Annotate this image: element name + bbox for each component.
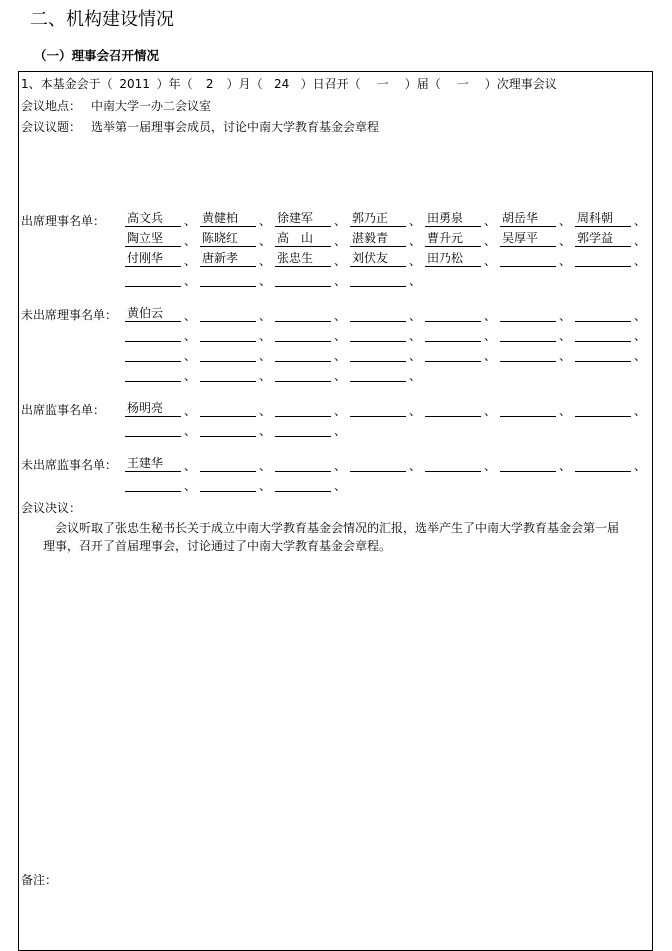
name-field [200, 456, 256, 472]
name-separator: 、 [409, 329, 422, 343]
meeting-number-suffix: ）次理事会议 [484, 77, 557, 91]
name-field [350, 346, 406, 362]
name-row [125, 346, 665, 366]
name-separator: 、 [184, 369, 197, 383]
name-separator: 、 [259, 214, 272, 228]
meeting-year: 2011 [119, 77, 150, 91]
name-field: 黄健柏 [200, 211, 256, 227]
name-separator: 、 [409, 404, 422, 418]
absent-directors-label: 未出席理事名单： [21, 308, 118, 322]
absent-supervisors-list [125, 456, 665, 496]
name-field [425, 326, 481, 342]
name-field [200, 476, 256, 492]
resolution-text: 会议听取了张忠生秘书长关于成立中南大学教育基金会情况的汇报，选举产生了中南大学教育基金会第一届理事，召开了首届理事会，讨论通过了中南大学教育基金会章程。 [43, 521, 620, 553]
name-separator: 、 [259, 254, 272, 268]
name-separator: 、 [559, 214, 572, 228]
name-separator: 、 [184, 479, 197, 493]
name-field [275, 326, 331, 342]
name-separator: 、 [259, 234, 272, 248]
name-separator: 、 [184, 274, 197, 288]
name-field: 湛毅青 [350, 231, 406, 247]
location-label: 会议地点： [21, 99, 82, 113]
name-field [200, 306, 256, 322]
name-separator: 、 [559, 329, 572, 343]
name-field [125, 421, 181, 437]
section-title: 二、机构建设情况 [30, 9, 174, 30]
name-separator: 、 [409, 459, 422, 473]
name-separator: 、 [334, 459, 347, 473]
meeting-topic [21, 120, 379, 134]
name-separator: 、 [559, 349, 572, 363]
name-field: 黄伯云 [125, 306, 181, 322]
name-separator: 、 [634, 214, 647, 228]
meeting-date-line [21, 77, 557, 91]
name-separator: 、 [409, 349, 422, 363]
name-field [200, 401, 256, 417]
name-separator: 、 [184, 214, 197, 228]
name-field [125, 271, 181, 287]
name-separator: 、 [184, 349, 197, 363]
name-row [125, 231, 665, 251]
name-field [200, 366, 256, 382]
name-separator: 、 [559, 254, 572, 268]
absent-supervisors-label: 未出席监事名单： [21, 458, 118, 472]
name-field [275, 476, 331, 492]
name-separator: 、 [634, 349, 647, 363]
name-separator: 、 [559, 309, 572, 323]
name-field [575, 401, 631, 417]
name-separator: 、 [484, 254, 497, 268]
name-row [125, 306, 665, 326]
name-separator: 、 [484, 329, 497, 343]
name-field: 胡岳华 [500, 211, 556, 227]
subsection-title: （一）理事会召开情况 [34, 48, 160, 63]
meeting-record-frame [18, 71, 653, 951]
name-field [125, 476, 181, 492]
name-field [275, 306, 331, 322]
name-field [350, 271, 406, 287]
name-separator: 、 [484, 234, 497, 248]
name-field [575, 326, 631, 342]
name-separator: 、 [484, 309, 497, 323]
meeting-session: 一 [376, 77, 389, 91]
name-separator: 、 [634, 234, 647, 248]
name-separator: 、 [334, 369, 347, 383]
name-field: 高文兵 [125, 211, 181, 227]
name-field [275, 346, 331, 362]
name-field: 郭学益 [575, 231, 631, 247]
name-separator: 、 [259, 479, 272, 493]
name-separator: 、 [634, 329, 647, 343]
name-separator: 、 [334, 274, 347, 288]
meeting-year-suffix: ）年（ [156, 77, 193, 91]
name-row [125, 476, 665, 496]
name-field [350, 306, 406, 322]
name-separator: 、 [634, 309, 647, 323]
name-field [275, 456, 331, 472]
name-field [500, 251, 556, 267]
name-separator: 、 [259, 349, 272, 363]
name-field: 周科朝 [575, 211, 631, 227]
name-separator: 、 [559, 404, 572, 418]
resolution-label: 会议决议： [21, 501, 82, 515]
name-separator: 、 [634, 404, 647, 418]
name-field: 高 山 [275, 231, 331, 247]
name-separator: 、 [259, 309, 272, 323]
name-field: 张忠生 [275, 251, 331, 267]
name-field [575, 251, 631, 267]
name-field [275, 271, 331, 287]
name-separator: 、 [484, 459, 497, 473]
topic-label: 会议议题： [21, 120, 82, 134]
meeting-session-suffix: ）届（ [404, 77, 441, 91]
name-field [425, 456, 481, 472]
name-field: 郭乃正 [350, 211, 406, 227]
name-separator: 、 [409, 309, 422, 323]
name-field [350, 326, 406, 342]
name-field [275, 366, 331, 382]
name-field: 陶立坚 [125, 231, 181, 247]
name-field [575, 346, 631, 362]
name-field: 吴厚平 [500, 231, 556, 247]
name-field: 曹升元 [425, 231, 481, 247]
name-field [350, 456, 406, 472]
name-field [350, 366, 406, 382]
name-row [125, 211, 665, 231]
name-field [425, 306, 481, 322]
name-field [350, 401, 406, 417]
name-separator: 、 [334, 424, 347, 438]
name-field [500, 326, 556, 342]
name-field [200, 326, 256, 342]
name-separator: 、 [559, 459, 572, 473]
name-separator: 、 [259, 369, 272, 383]
name-field [200, 421, 256, 437]
name-separator: 、 [334, 329, 347, 343]
name-separator: 、 [334, 404, 347, 418]
name-separator: 、 [484, 404, 497, 418]
topic-value: 选举第一届理事会成员，讨论中南大学教育基金会章程 [91, 120, 380, 134]
name-field [275, 421, 331, 437]
name-field [500, 306, 556, 322]
location-value: 中南大学一办二会议室 [91, 99, 212, 113]
name-separator: 、 [484, 214, 497, 228]
name-field [200, 271, 256, 287]
absent-directors-list [125, 306, 665, 386]
remarks-label: 备注： [21, 873, 58, 887]
name-field [575, 306, 631, 322]
meeting-day-suffix: ）日召开（ [300, 77, 361, 91]
meeting-day: 24 [274, 77, 290, 91]
name-field [575, 456, 631, 472]
name-field: 田乃松 [425, 251, 481, 267]
name-separator: 、 [259, 404, 272, 418]
name-separator: 、 [184, 424, 197, 438]
attending-supervisors-label: 出席监事名单： [21, 403, 106, 417]
meeting-location [21, 99, 211, 113]
name-field [125, 366, 181, 382]
name-row [125, 421, 665, 441]
name-field: 付刚华 [125, 251, 181, 267]
name-field [275, 401, 331, 417]
name-row [125, 326, 665, 346]
meeting-month: 2 [205, 77, 214, 91]
name-field [500, 401, 556, 417]
meeting-month-suffix: ）月（ [226, 77, 263, 91]
name-field [425, 346, 481, 362]
name-separator: 、 [259, 274, 272, 288]
meeting-prefix: 1、本基金会于（ [21, 77, 113, 91]
name-field: 田勇泉 [425, 211, 481, 227]
name-separator: 、 [634, 254, 647, 268]
name-separator: 、 [409, 214, 422, 228]
name-separator: 、 [409, 274, 422, 288]
name-field [125, 326, 181, 342]
name-separator: 、 [184, 329, 197, 343]
name-separator: 、 [184, 309, 197, 323]
name-separator: 、 [634, 459, 647, 473]
name-separator: 、 [184, 459, 197, 473]
name-field [500, 456, 556, 472]
name-separator: 、 [484, 349, 497, 363]
name-separator: 、 [334, 254, 347, 268]
name-field: 徐建军 [275, 211, 331, 227]
name-separator: 、 [559, 234, 572, 248]
name-separator: 、 [184, 234, 197, 248]
name-separator: 、 [334, 214, 347, 228]
name-separator: 、 [334, 309, 347, 323]
name-field [500, 346, 556, 362]
name-row [125, 366, 665, 386]
name-field [425, 401, 481, 417]
name-separator: 、 [409, 369, 422, 383]
name-separator: 、 [334, 349, 347, 363]
name-row [125, 401, 665, 421]
name-field: 王建华 [125, 456, 181, 472]
name-separator: 、 [334, 479, 347, 493]
name-separator: 、 [334, 234, 347, 248]
name-separator: 、 [409, 254, 422, 268]
name-separator: 、 [409, 234, 422, 248]
name-field: 刘伏友 [350, 251, 406, 267]
name-row [125, 251, 665, 271]
attending-directors-label: 出席理事名单： [21, 214, 106, 228]
name-field: 唐新孝 [200, 251, 256, 267]
name-field [200, 346, 256, 362]
name-field: 陈晓红 [200, 231, 256, 247]
name-row [125, 271, 665, 291]
name-separator: 、 [259, 329, 272, 343]
name-separator: 、 [184, 404, 197, 418]
name-field [125, 346, 181, 362]
name-separator: 、 [259, 459, 272, 473]
name-separator: 、 [184, 254, 197, 268]
name-row [125, 456, 665, 476]
name-field: 杨明亮 [125, 401, 181, 417]
attending-supervisors-list [125, 401, 665, 441]
meeting-number: 一 [456, 77, 469, 91]
name-separator: 、 [259, 424, 272, 438]
attending-directors-list [125, 211, 665, 291]
